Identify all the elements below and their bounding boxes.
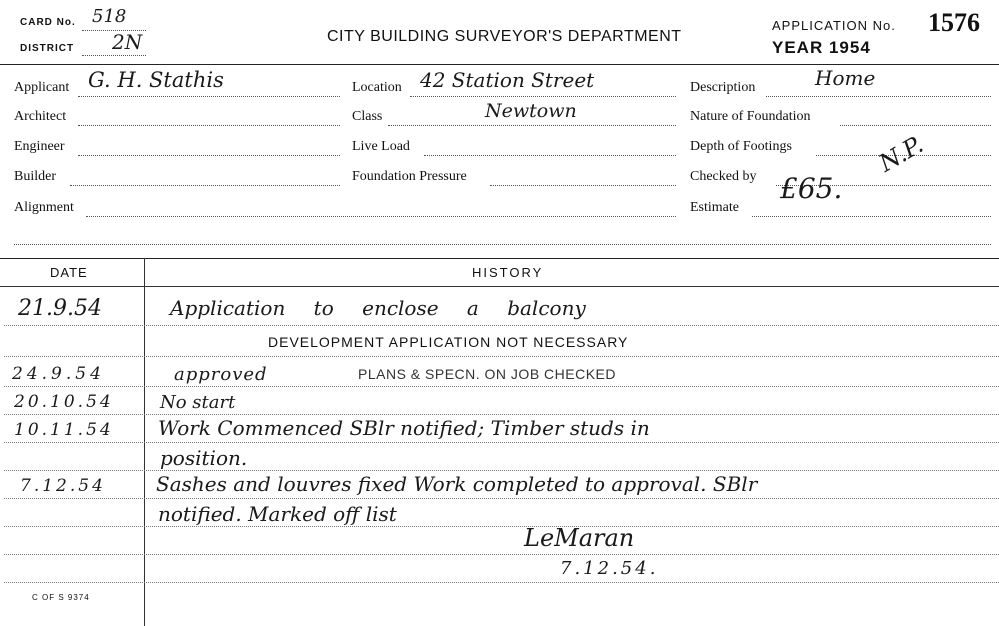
foundation-pressure-line — [490, 185, 676, 186]
history-rule — [4, 386, 999, 387]
district-label: DISTRICT — [20, 43, 75, 54]
nature-of-foundation-line — [840, 125, 991, 126]
card-no-value: 518 — [92, 6, 127, 27]
history-rule — [4, 582, 999, 583]
location-value: 42 Station Street — [420, 68, 595, 92]
application-no-value: 1576 — [928, 8, 980, 37]
inspector-signature: LeMaran — [524, 524, 635, 552]
history-text: notified. Marked off list — [158, 502, 397, 526]
location-line — [410, 96, 676, 97]
form-code: C OF S 9374 — [32, 593, 90, 602]
description-line — [766, 96, 991, 97]
history-text: No start — [160, 392, 236, 413]
alignment-line — [86, 216, 676, 217]
history-rule — [4, 554, 999, 555]
application-no-label: APPLICATION No. — [772, 18, 896, 33]
architect-label: Architect — [14, 109, 67, 124]
history-text: Work Commenced SBlr notified; Timber studs in — [158, 416, 650, 440]
builder-line — [70, 185, 340, 186]
year-label: YEAR 1954 — [772, 38, 871, 57]
builder-label: Builder — [14, 169, 56, 184]
history-date: 20.10.54 — [14, 392, 114, 412]
history-header: HISTORY — [472, 265, 544, 280]
history-date: 7.12.54 — [20, 476, 106, 496]
description-label: Description — [690, 80, 756, 95]
history-text: position. — [160, 446, 248, 470]
history-date: 24.9.54 — [12, 364, 105, 384]
history-header-rule — [0, 286, 999, 287]
history-rule — [4, 470, 999, 471]
applicant-label: Applicant — [14, 80, 70, 95]
card-no-label: CARD No. — [20, 17, 76, 28]
district-line — [82, 55, 146, 56]
signature-date: 7.12.54. — [560, 558, 659, 579]
location-label: Location — [352, 80, 402, 95]
history-top-rule — [0, 258, 999, 259]
class-value: Newtown — [485, 100, 577, 122]
history-rule — [4, 498, 999, 499]
class-label: Class — [352, 109, 383, 124]
history-rule — [4, 526, 999, 527]
applicant-line — [78, 96, 340, 97]
header-rule — [0, 64, 999, 65]
history-date: 21.9.54 — [18, 296, 102, 321]
fields-bottom-line — [14, 244, 991, 245]
checked-by-value: N.P. — [874, 130, 928, 178]
estimate-label: Estimate — [690, 200, 739, 215]
engineer-line — [78, 155, 340, 156]
date-header: DATE — [50, 265, 88, 280]
history-text: Sashes and louvres fixed Work completed to approval. SBlr — [156, 472, 758, 496]
history-rule — [4, 325, 999, 326]
checked-by-label: Checked by — [690, 169, 757, 184]
history-text: Application to enclose a balcony — [170, 296, 586, 320]
estimate-line — [752, 216, 991, 217]
history-rule — [4, 356, 999, 357]
engineer-label: Engineer — [14, 139, 65, 154]
foundation-pressure-label: Foundation Pressure — [352, 169, 467, 184]
district-value: 2N — [112, 30, 143, 54]
alignment-label: Alignment — [14, 200, 74, 215]
history-rule — [4, 442, 999, 443]
applicant-value: G. H. Stathis — [88, 68, 224, 92]
nature-of-foundation-label: Nature of Foundation — [690, 109, 811, 124]
department-title: CITY BUILDING SURVEYOR'S DEPARTMENT — [327, 28, 682, 45]
live-load-label: Live Load — [352, 139, 410, 154]
history-text: approved — [174, 364, 268, 385]
architect-line — [78, 125, 340, 126]
history-rule — [4, 414, 999, 415]
class-line — [388, 125, 676, 126]
plans-checked-stamp: PLANS & SPECN. ON JOB CHECKED — [358, 366, 617, 382]
depth-of-footings-label: Depth of Footings — [690, 139, 792, 154]
description-value: Home — [815, 66, 876, 90]
development-application-stamp: DEVELOPMENT APPLICATION NOT NECESSARY — [268, 334, 629, 350]
live-load-line — [424, 155, 676, 156]
estimate-value: £65. — [780, 172, 843, 205]
history-date: 10.11.54 — [14, 420, 114, 440]
